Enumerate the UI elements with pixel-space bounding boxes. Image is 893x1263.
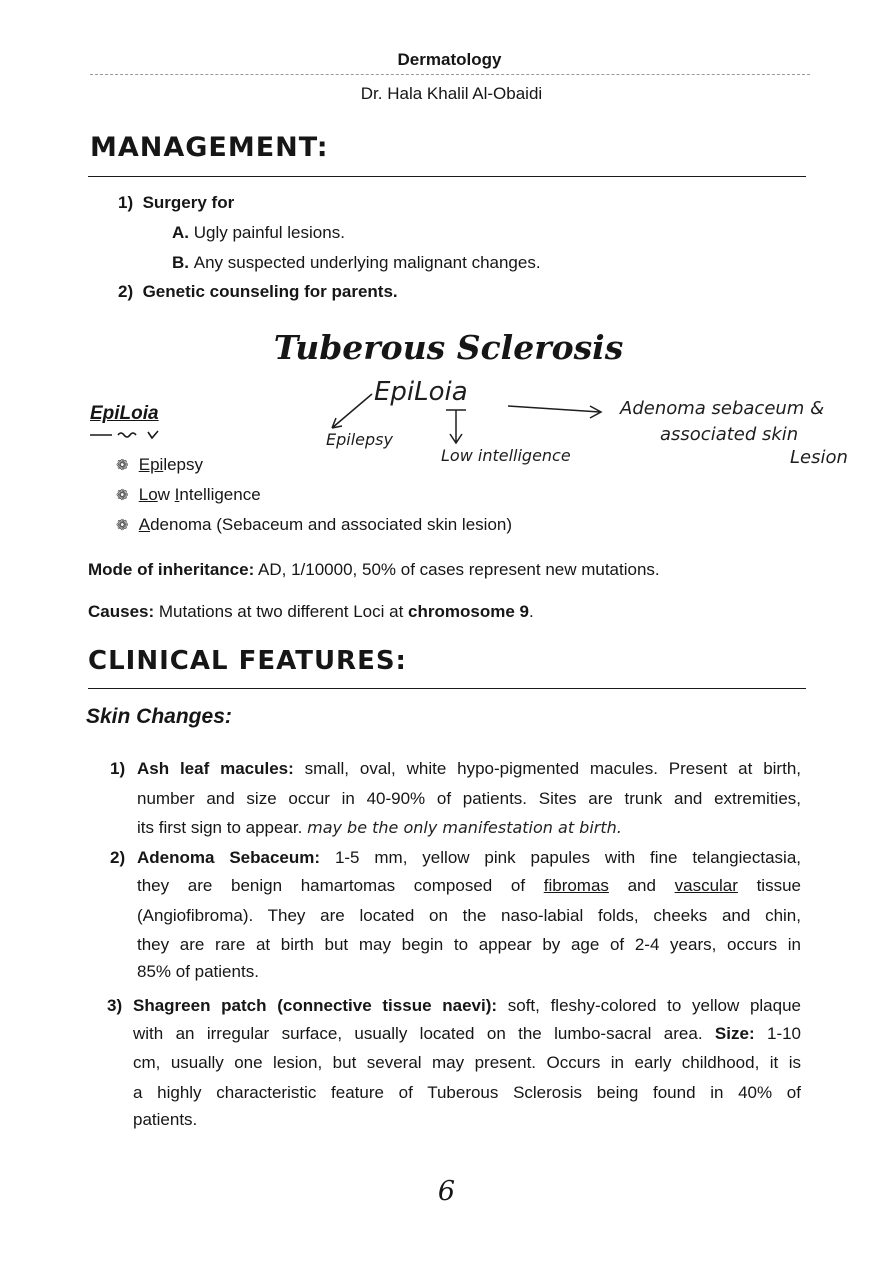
clinical-features-heading: CLINICAL FEATURES: [88,646,407,676]
item-text: Surgery for [142,193,235,212]
item-text: Genetic counseling for parents. [142,282,398,301]
management-heading: MANAGEMENT: [90,132,329,163]
mode-label: Mode of inheritance: [88,560,255,579]
item-number: 1) [118,193,134,212]
flower-bullet-icon: ❁ [116,517,129,534]
page-title: Tuberous Sclerosis [273,328,624,367]
feature-3-line-3: cm, usually one lesion, but several may present. Occurs in early childhood, it is [133,1053,801,1072]
subject-header: Dermatology [397,50,502,69]
annotation-adenoma: Adenoma sebaceum & [620,398,825,419]
skin-changes-heading: Skin Changes: [86,705,232,728]
feature-2-line-1: Adenoma Sebaceum: 1-5 mm, yellow pink papules with fine telangiectasia, [137,848,801,867]
annotation-epiloia: EpiLoia [374,377,468,407]
feature-number: 3) [107,996,123,1015]
causes-text: Mutations at two different Loci at [158,602,404,621]
feature-2-line-3: (Angiofibroma). They are located on the naso-labial folds, cheeks and chin, [137,906,801,925]
item-number: 2) [118,282,134,301]
annotation-associated: associated skin [660,424,799,445]
feature-2-line-5: 85% of patients. [137,962,259,981]
causes-label: Causes: [88,602,155,621]
handwritten-note: may be the only manifestation at birth. [307,818,622,837]
feature-number: 2) [110,848,126,867]
page-number: 6 [437,1176,456,1207]
flower-bullet-icon: ❁ [116,457,129,474]
mode-of-inheritance [88,560,660,580]
flower-bullet-icon: ❁ [116,487,129,504]
annotation-lesion: Lesion [790,447,848,468]
epiloia-heading: EpiLoia [90,403,159,424]
feature-2-line-2: they are benign hamartomas composed of fibromas and vascular tissue [137,876,801,895]
bullet-low-intelligence: ❁ Low Intelligence [116,485,261,504]
bullet-epilepsy: ❁ Epilepsy [116,455,203,474]
causes-chromosome: chromosome 9 [408,602,529,621]
annotation-arrows [0,0,893,500]
item-letter: B. [172,253,189,272]
feature-3-line-2: with an irregular surface, usually located on the lumbo-sacral area. Size: 1-10 [133,1024,802,1043]
item-text: Any suspected underlying malignant changes. [193,253,541,272]
bullet-adenoma: ❁ Adenoma (Sebaceum and associated skin lesion) [116,515,513,534]
author-name: Dr. Hala Khalil Al-Obaidi [360,84,543,103]
feature-2-line-4: they are rare at birth but may begin to appear by age of 2-4 years, occurs in [137,935,801,954]
feature-3-line-4: a highly characteristic feature of Tuberous Sclerosis being found in 40% of [133,1083,801,1102]
feature-1-line-1: Ash leaf macules: small, oval, white hypo-pigmented macules. Present at birth, [137,759,801,778]
annotation-low-intelligence: Low intelligence [441,446,571,465]
feature-1-line-3: its first sign to appear. may be the only manifestation at birth. [137,818,622,837]
causes: Causes: Mutations at two different Loci at chromosome 9. [88,602,534,621]
feature-3-line-1: Shagreen patch (connective tissue naevi): soft, fleshy-colored to yellow plaque [133,996,801,1015]
item-letter: A. [172,223,189,242]
feature-1-line-2: number and size occur in 40-90% of patients. Sites are trunk and extremities, [137,789,801,808]
feature-number: 1) [110,759,126,778]
mode-text: AD, 1/10000, 50% of cases represent new mutations. [258,560,660,579]
annotation-epilepsy: Epilepsy [326,430,393,449]
feature-3-line-5: patients. [133,1110,198,1129]
clinical-rule [88,688,806,689]
item-text: Ugly painful lesions. [193,223,345,242]
